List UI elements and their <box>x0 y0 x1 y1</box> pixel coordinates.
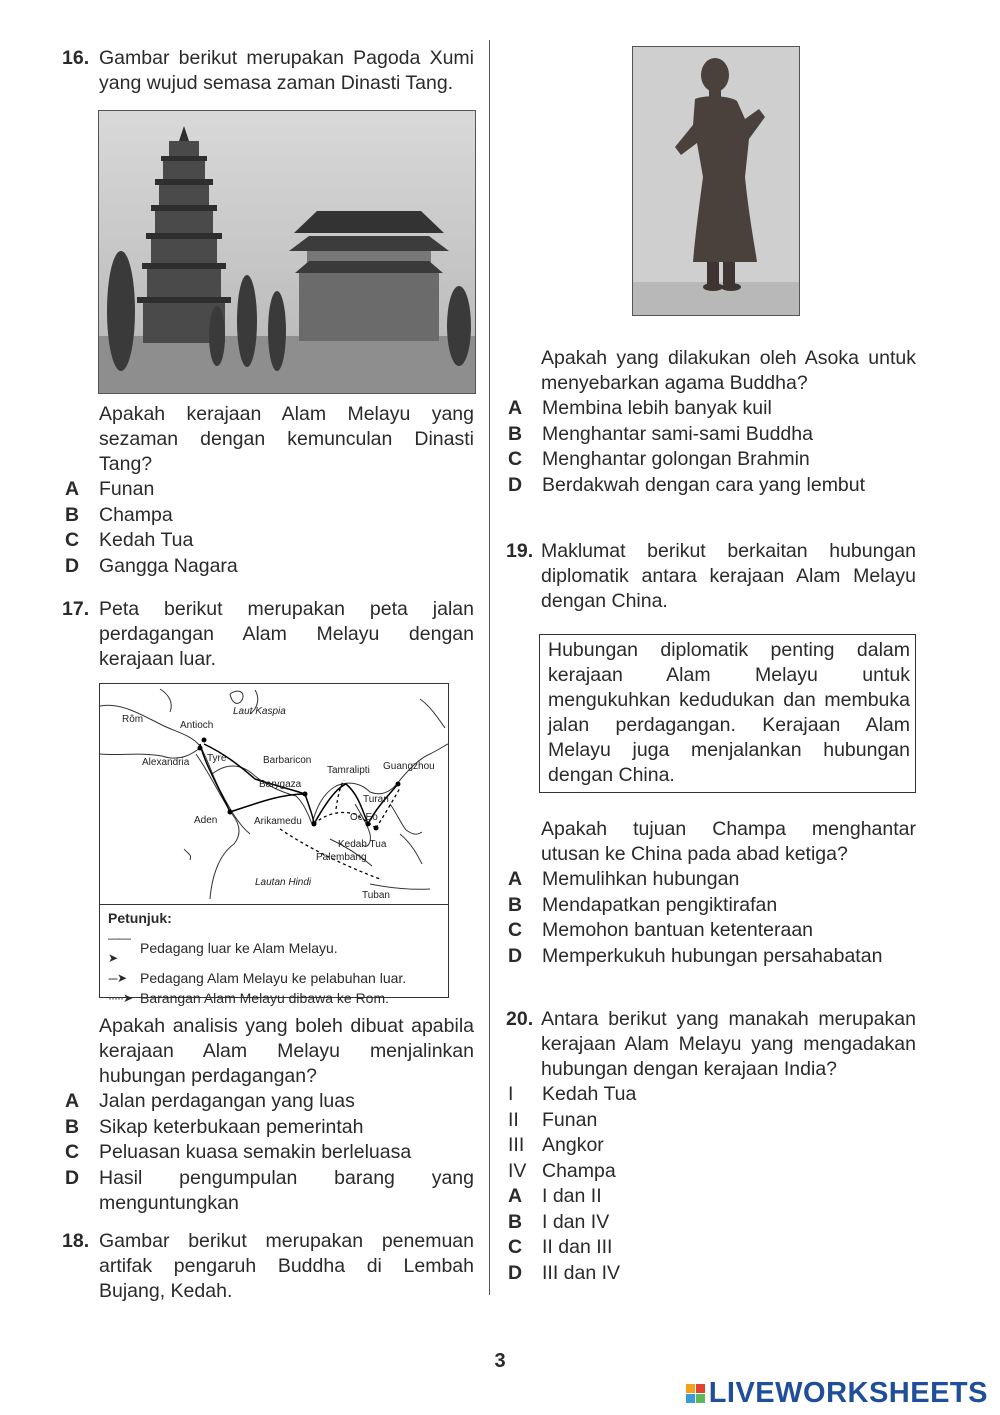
option-text: Mendapatkan pengiktirafan <box>542 893 778 916</box>
question-19-body <box>506 817 916 969</box>
option-text: Sikap keterbukaan pemerintah <box>99 1115 364 1138</box>
statement-text: Kedah Tua <box>542 1083 637 1105</box>
map-label-guangzhou: Guangzhou <box>383 761 435 772</box>
map-label-barbaricon: Barbaricon <box>263 755 312 766</box>
map-label-turan: Turan <box>363 794 389 805</box>
question-number: 19. <box>506 540 534 562</box>
legend-item <box>108 988 448 1008</box>
option-d[interactable] <box>471 1261 916 1287</box>
legend-text: Barangan Alam Melayu dibawa ke Rom. <box>140 990 390 1006</box>
pagoda-photo <box>98 110 476 394</box>
option-text: Memohon bantuan ketenteraan <box>542 919 814 941</box>
option-label: B <box>65 1115 80 1138</box>
option-b[interactable] <box>28 503 474 529</box>
liveworksheets-brand[interactable] <box>686 1377 988 1410</box>
statement-label: III <box>508 1134 525 1156</box>
option-text: I dan II <box>542 1185 602 1207</box>
option-text: III dan IV <box>542 1261 621 1284</box>
liveworksheets-logo-icon <box>686 1384 705 1403</box>
option-text: Memperkukuh hubungan persahabatan <box>542 944 883 967</box>
map-label-laut-kaspia: Laut Kaspia <box>233 706 286 717</box>
legend-item <box>108 968 448 988</box>
option-b[interactable] <box>471 422 916 448</box>
map-label-oc-eo: Oc Eo <box>350 812 378 823</box>
question-18-body <box>506 346 916 498</box>
map-label-tamralipti: Tamralipti <box>327 765 370 776</box>
statement-ii <box>471 1108 916 1134</box>
statement-iv <box>471 1159 916 1185</box>
map-label-antioch: Antioch <box>180 720 214 731</box>
option-label: A <box>508 868 523 890</box>
question-18 <box>62 1229 474 1304</box>
option-d[interactable] <box>471 944 916 970</box>
option-label: A <box>65 1090 80 1112</box>
logo-square <box>686 1384 695 1393</box>
question-16 <box>62 46 474 96</box>
question-number: 17. <box>62 598 90 620</box>
question-number: 18. <box>62 1230 90 1252</box>
map-label-kedah-tua: Kedah Tua <box>338 839 387 850</box>
option-label: B <box>508 1210 523 1233</box>
legend-text: Pedagang luar ke Alam Melayu. <box>140 940 338 956</box>
statement-text: Champa <box>542 1159 616 1182</box>
page-number: 3 <box>494 1350 506 1372</box>
question-intro: Peta berikut merupakan peta jalan perdagangan Alam Melayu dengan kerajaan luar. <box>99 598 474 670</box>
option-text: Peluasan kuasa semakin berleluasa <box>99 1141 412 1163</box>
question-text: Apakah analisis yang boleh dibuat apabila kerajaan Alam Melayu menjalinkan hubungan perdagangan? <box>99 1015 474 1087</box>
option-text: II dan III <box>542 1236 613 1258</box>
map-label-arikamedu: Arikamedu <box>254 816 302 827</box>
question-intro: Maklumat berikut berkaitan hubungan diplomatik antara kerajaan Alam Melayu dengan China. <box>541 540 916 612</box>
option-text: Kedah Tua <box>99 529 194 551</box>
option-label: A <box>65 478 80 500</box>
option-text: I dan IV <box>542 1210 610 1233</box>
option-label: C <box>65 1141 80 1163</box>
question-intro: Gambar berikut merupakan penemuan artifak pengaruh Buddha di Lembah Bujang, Kedah. <box>99 1230 474 1302</box>
question-number: 20. <box>506 1008 534 1030</box>
option-label: C <box>65 529 80 551</box>
option-a[interactable] <box>471 867 916 893</box>
option-text: Funan <box>99 478 155 500</box>
map-label-palembang: Palembang <box>316 852 367 863</box>
statement-text: Funan <box>542 1108 598 1131</box>
legend-text: Pedagang Alam Melayu ke pelabuhan luar. <box>140 970 407 986</box>
question-17 <box>62 597 474 672</box>
option-c[interactable] <box>28 528 474 554</box>
statement-label: IV <box>508 1159 527 1182</box>
option-label: B <box>65 503 80 526</box>
option-label: B <box>508 893 523 916</box>
option-c[interactable] <box>28 1140 474 1166</box>
question-text: Apakah yang dilakukan oleh Asoka untuk menyebarkan agama Buddha? <box>541 347 916 394</box>
question-16-body <box>62 402 474 579</box>
brand-name: LIVEWORKSHEETS <box>708 1377 988 1409</box>
option-text: Hasil pengumpulan barang yang menguntungkan <box>99 1166 474 1214</box>
option-c[interactable] <box>471 447 916 473</box>
option-text: Membina lebih banyak kuil <box>542 397 772 419</box>
question-text: Apakah tujuan Champa menghantar utusan ke China pada abad ketiga? <box>541 818 916 865</box>
option-label: C <box>508 448 523 470</box>
option-b[interactable] <box>28 1115 474 1141</box>
question-19 <box>506 539 916 614</box>
option-label: A <box>508 1185 523 1207</box>
arrow-solid-icon: ——➤ <box>108 931 130 965</box>
map-label-tyre: Tyre <box>207 753 227 764</box>
map-label-barygaza: Barygaza <box>259 779 302 790</box>
info-box: Hubungan diplomatik penting dalam kerajaan Alam Melayu untuk mengukuhkan kedudukan dan membuka jalan perdagangan. Kerajaan Alam Melayu juga menjalankan hubungan dengan China. <box>539 634 916 793</box>
question-number: 16. <box>62 47 90 69</box>
option-a[interactable] <box>471 396 916 422</box>
legend-item <box>108 928 448 968</box>
option-label: D <box>508 473 523 496</box>
logo-square <box>696 1394 705 1403</box>
logo-square <box>686 1394 695 1403</box>
trade-route-map <box>99 683 449 1006</box>
option-a[interactable] <box>471 1184 916 1210</box>
question-intro: Gambar berikut merupakan Pagoda Xumi yang wujud semasa zaman Dinasti Tang. <box>99 47 474 94</box>
statement-i <box>471 1082 916 1108</box>
map-label-tuban: Tuban <box>362 890 390 901</box>
option-c[interactable] <box>471 918 916 944</box>
legend-title: Petunjuk: <box>108 910 172 926</box>
option-label: D <box>65 1166 80 1189</box>
option-text: Champa <box>99 503 173 526</box>
map-label-alexandria: Alexandria <box>142 757 190 768</box>
option-a[interactable] <box>28 1089 474 1115</box>
statement-text: Angkor <box>542 1134 604 1156</box>
statement-iii <box>471 1133 916 1159</box>
option-text: Menghantar golongan Brahmin <box>542 448 810 470</box>
option-d[interactable] <box>28 554 474 580</box>
option-text: Gangga Nagara <box>99 554 238 577</box>
option-d[interactable] <box>28 1166 474 1217</box>
option-text: Jalan perdagangan yang luas <box>99 1090 355 1112</box>
statement-label: I <box>508 1083 514 1105</box>
option-label: D <box>508 944 523 967</box>
option-text: Berdakwah dengan cara yang lembut <box>542 473 866 496</box>
option-label: C <box>508 1236 523 1258</box>
option-label: D <box>65 554 80 577</box>
option-d[interactable] <box>471 473 916 499</box>
option-label: C <box>508 919 523 941</box>
statement-label: II <box>508 1108 519 1131</box>
logo-square <box>696 1384 705 1393</box>
option-text: Menghantar sami-sami Buddha <box>542 422 813 445</box>
option-b[interactable] <box>471 1210 916 1236</box>
option-label: D <box>508 1261 523 1284</box>
option-label: B <box>508 422 523 445</box>
question-text: Apakah kerajaan Alam Melayu yang sezaman dengan kemunculan Dinasti Tang? <box>99 403 474 475</box>
arrow-dotted-icon: ·····➤ <box>108 991 133 1005</box>
map-legend <box>100 904 448 1006</box>
map-label-lautan-hindi: Lautan Hindi <box>255 877 312 888</box>
question-20 <box>506 1007 916 1286</box>
option-a[interactable] <box>28 477 474 503</box>
question-17-body <box>62 1014 474 1217</box>
option-b[interactable] <box>471 893 916 919</box>
map-label-aden: Aden <box>194 815 218 826</box>
option-c[interactable] <box>471 1235 916 1261</box>
question-text: Antara berikut yang manakah merupakan kerajaan Alam Melayu yang mengadakan hubungan dengan kerajaan India? <box>541 1008 916 1080</box>
map-label-rom: Rôm <box>122 714 144 725</box>
arrow-dashed-icon: ---➤ <box>108 971 127 985</box>
option-text: Memulihkan hubungan <box>542 868 740 890</box>
map-drawing <box>100 684 448 904</box>
buddha-statue-photo <box>632 46 800 316</box>
option-label: A <box>508 397 523 419</box>
